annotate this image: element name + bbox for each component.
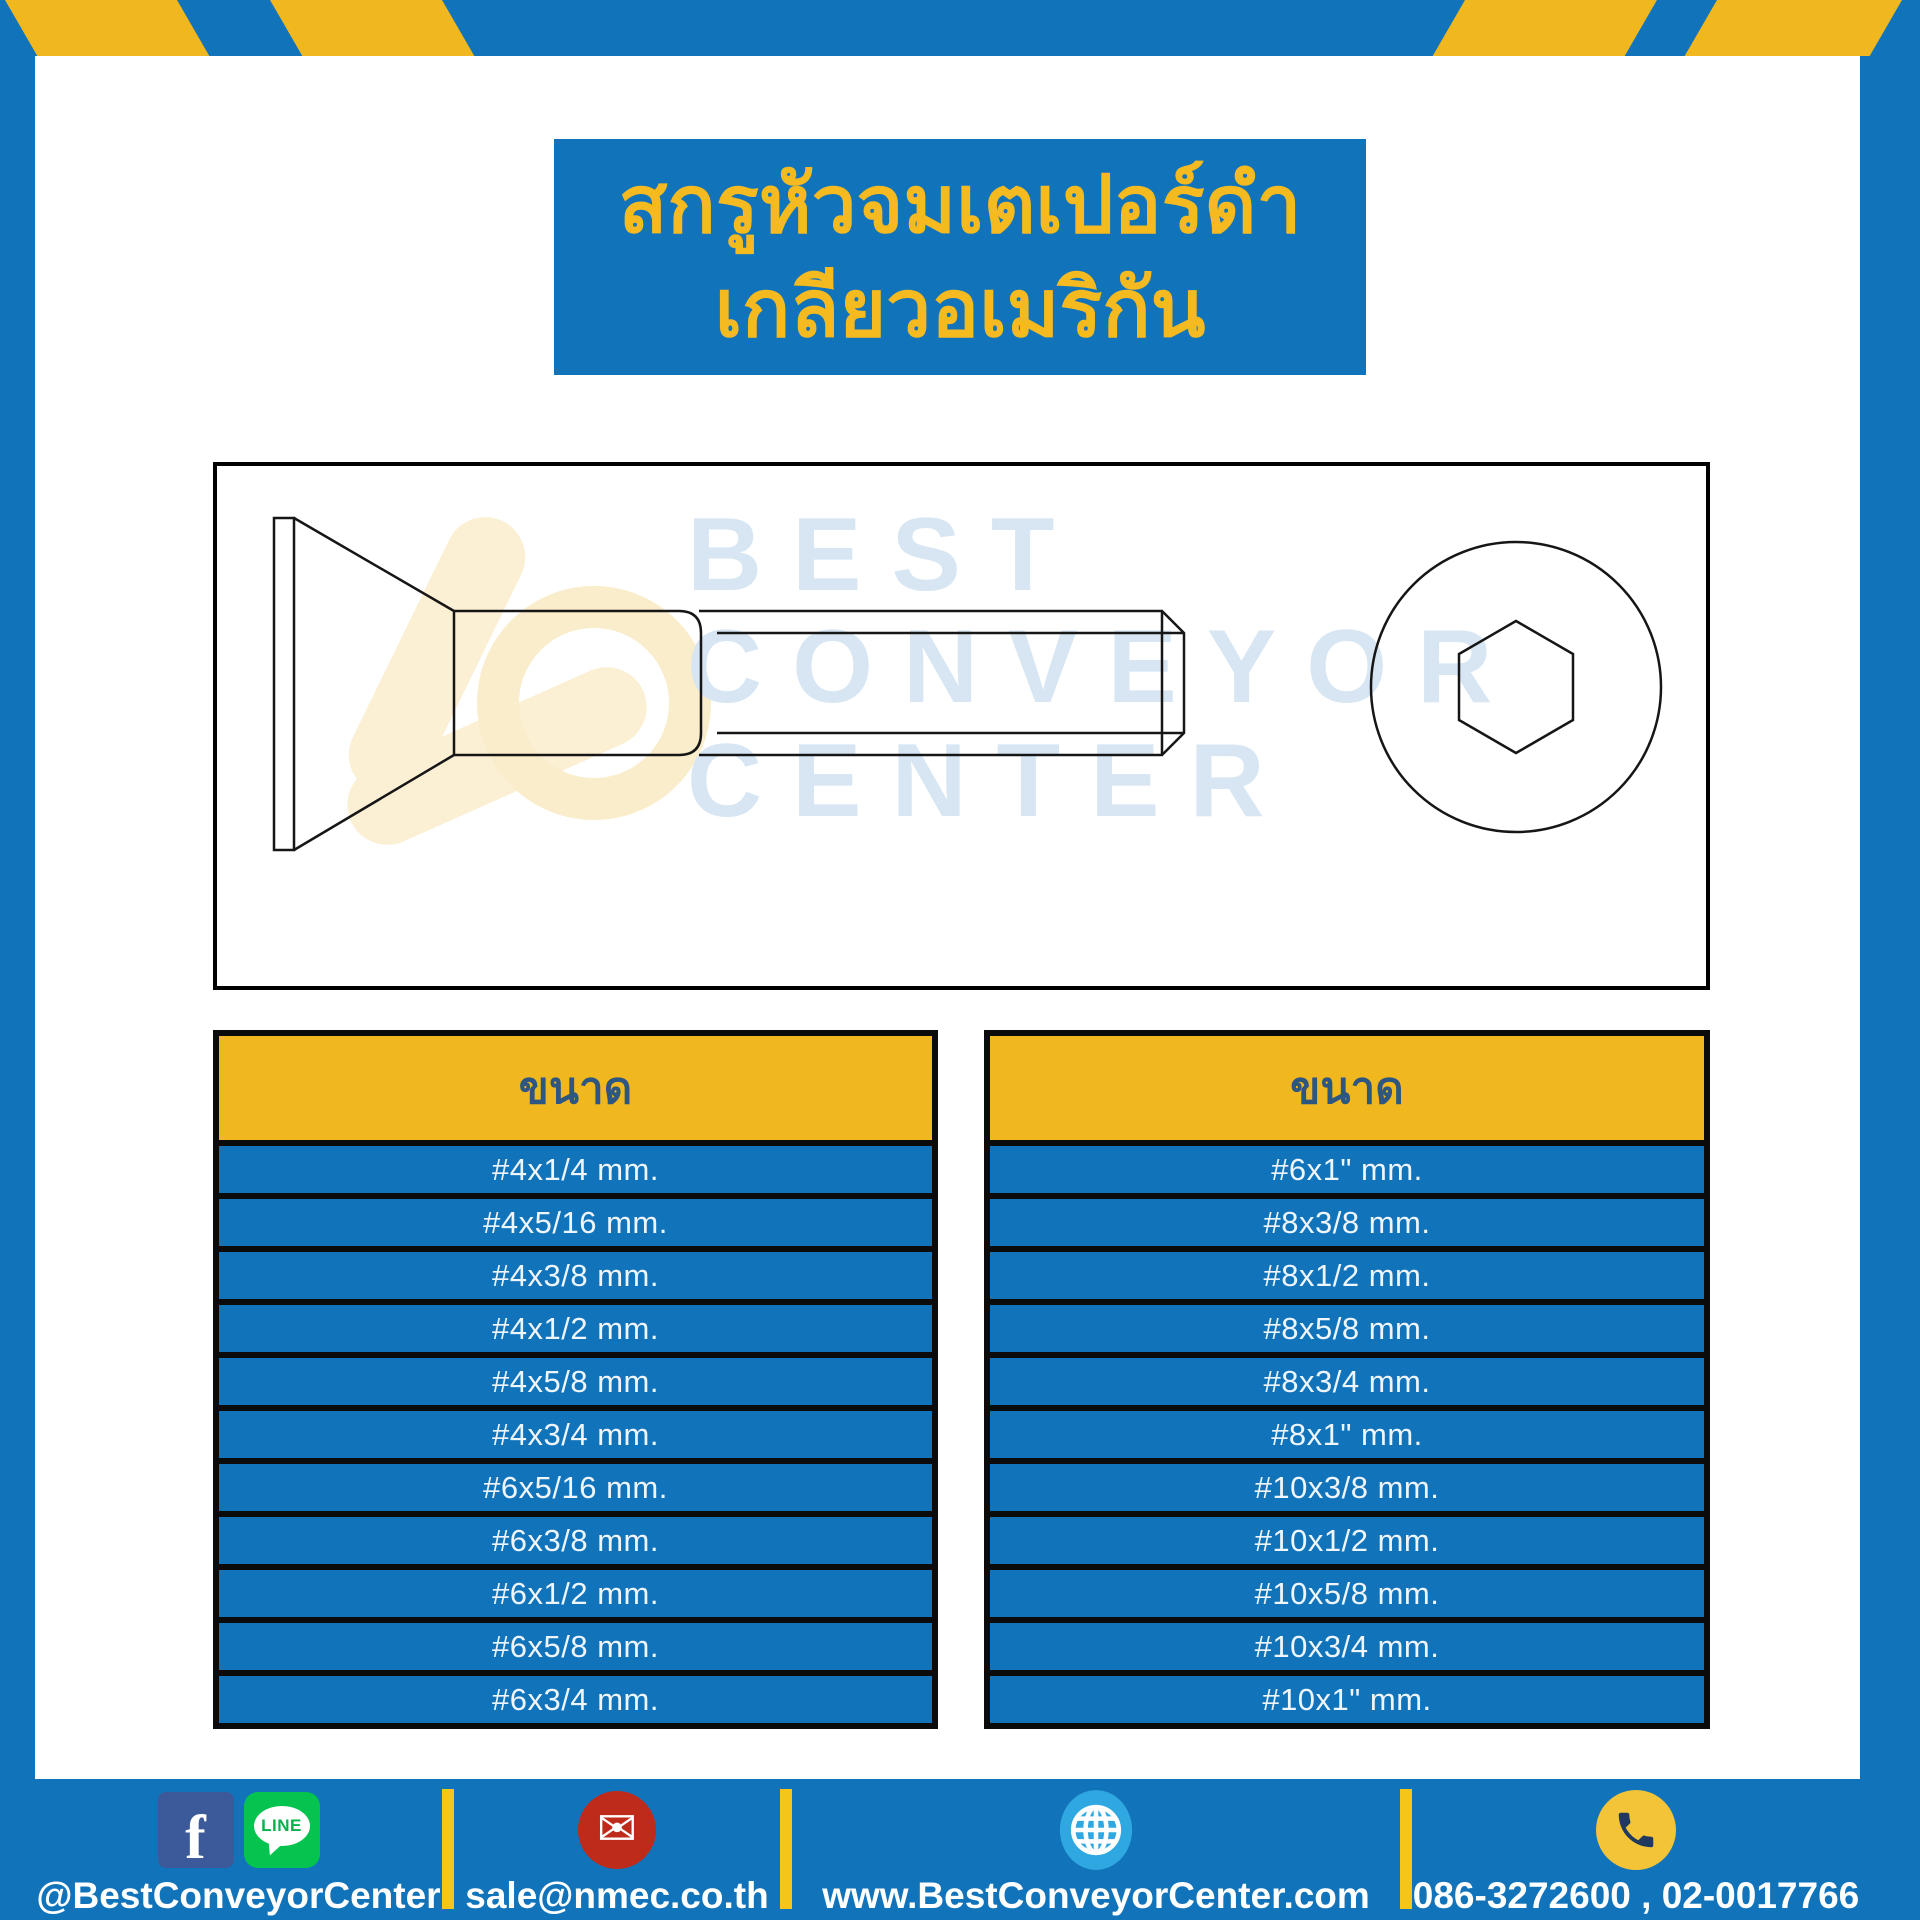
screw-top-view-circle	[1371, 542, 1661, 832]
title-banner	[554, 139, 1366, 375]
table-row: #10x5/8 mm.	[990, 1570, 1704, 1617]
hex-socket	[1459, 621, 1573, 753]
footer-phone-section[interactable]	[1412, 1779, 1860, 1920]
table-row: #4x3/4 mm.	[219, 1411, 932, 1458]
email-icon[interactable]	[578, 1791, 656, 1869]
product-title-line1: สกรูหัวจมเตเปอร์ดำ	[618, 160, 1302, 249]
watermark-text: CONVEYOR	[687, 609, 1523, 725]
table-row: #10x1/2 mm.	[990, 1517, 1704, 1564]
watermark-text: CENTER	[687, 723, 1295, 839]
footer-website-section[interactable]	[792, 1779, 1400, 1920]
facebook-icon[interactable]	[158, 1792, 234, 1868]
footer-divider	[1400, 1789, 1412, 1909]
frame-border-left	[0, 56, 35, 1779]
table-row: #4x1/4 mm.	[219, 1146, 932, 1193]
table-header: ขนาด	[219, 1036, 932, 1140]
social-handle-label: @BestConveyorCenter	[36, 1875, 441, 1916]
envelope-glyph: ✉	[596, 1803, 638, 1856]
email-label: sale@nmec.co.th	[465, 1875, 769, 1916]
line-bubble: LINE	[254, 1806, 310, 1846]
footer-bar	[0, 1779, 1920, 1920]
table-header: ขนาด	[990, 1036, 1704, 1140]
table-row: #6x5/8 mm.	[219, 1623, 932, 1670]
line-icon[interactable]	[244, 1792, 320, 1868]
screw-head-cone-top	[294, 518, 454, 611]
table-row: #8x5/8 mm.	[990, 1305, 1704, 1352]
footer-social-section[interactable]	[35, 1779, 442, 1920]
phone-icon[interactable]	[1596, 1790, 1676, 1870]
table-row: #4x5/8 mm.	[219, 1358, 932, 1405]
table-row: #6x5/16 mm.	[219, 1464, 932, 1511]
footer-divider	[442, 1789, 454, 1909]
size-table-right	[984, 1030, 1710, 1729]
top-hazard-band	[0, 0, 1920, 56]
footer-email-section[interactable]	[454, 1779, 780, 1920]
website-label: www.BestConveyorCenter.com	[822, 1875, 1370, 1916]
phone-handset-glyph	[1613, 1807, 1659, 1853]
table-row: #10x1" mm.	[990, 1676, 1704, 1723]
table-row: #4x5/16 mm.	[219, 1199, 932, 1246]
table-row: #10x3/8 mm.	[990, 1464, 1704, 1511]
table-row: #4x3/8 mm.	[219, 1252, 932, 1299]
table-row: #4x1/2 mm.	[219, 1305, 932, 1352]
frame-border-right	[1860, 56, 1920, 1779]
table-row: #6x3/8 mm.	[219, 1517, 932, 1564]
globe-icon[interactable]	[1058, 1788, 1134, 1872]
table-row: #6x1" mm.	[990, 1146, 1704, 1193]
hazard-stripe	[270, 0, 474, 56]
diagram-panel	[213, 462, 1710, 990]
hazard-stripe	[5, 0, 209, 56]
screw-head-cone-bottom	[294, 755, 454, 850]
hazard-stripe	[1685, 0, 1902, 56]
table-row: #8x3/4 mm.	[990, 1358, 1704, 1405]
screw-head-face	[274, 518, 294, 850]
phone-label: 086-3272600 , 02-0017766	[1412, 1875, 1860, 1916]
footer-divider	[780, 1789, 792, 1909]
screw-shank	[454, 611, 701, 755]
table-row: #6x3/4 mm.	[219, 1676, 932, 1723]
table-row: #8x1" mm.	[990, 1411, 1704, 1458]
table-row: #8x3/8 mm.	[990, 1199, 1704, 1246]
watermark-text: BEST	[687, 497, 1085, 613]
table-row: #10x3/4 mm.	[990, 1623, 1704, 1670]
table-row: #8x1/2 mm.	[990, 1252, 1704, 1299]
size-table-left	[213, 1030, 938, 1729]
screw-technical-drawing	[217, 466, 1706, 986]
hazard-stripe	[1433, 0, 1657, 56]
facebook-f-glyph: f	[185, 1804, 206, 1868]
product-title-line2: เกลียวอเมริกัน	[714, 264, 1206, 353]
table-row: #6x1/2 mm.	[219, 1570, 932, 1617]
